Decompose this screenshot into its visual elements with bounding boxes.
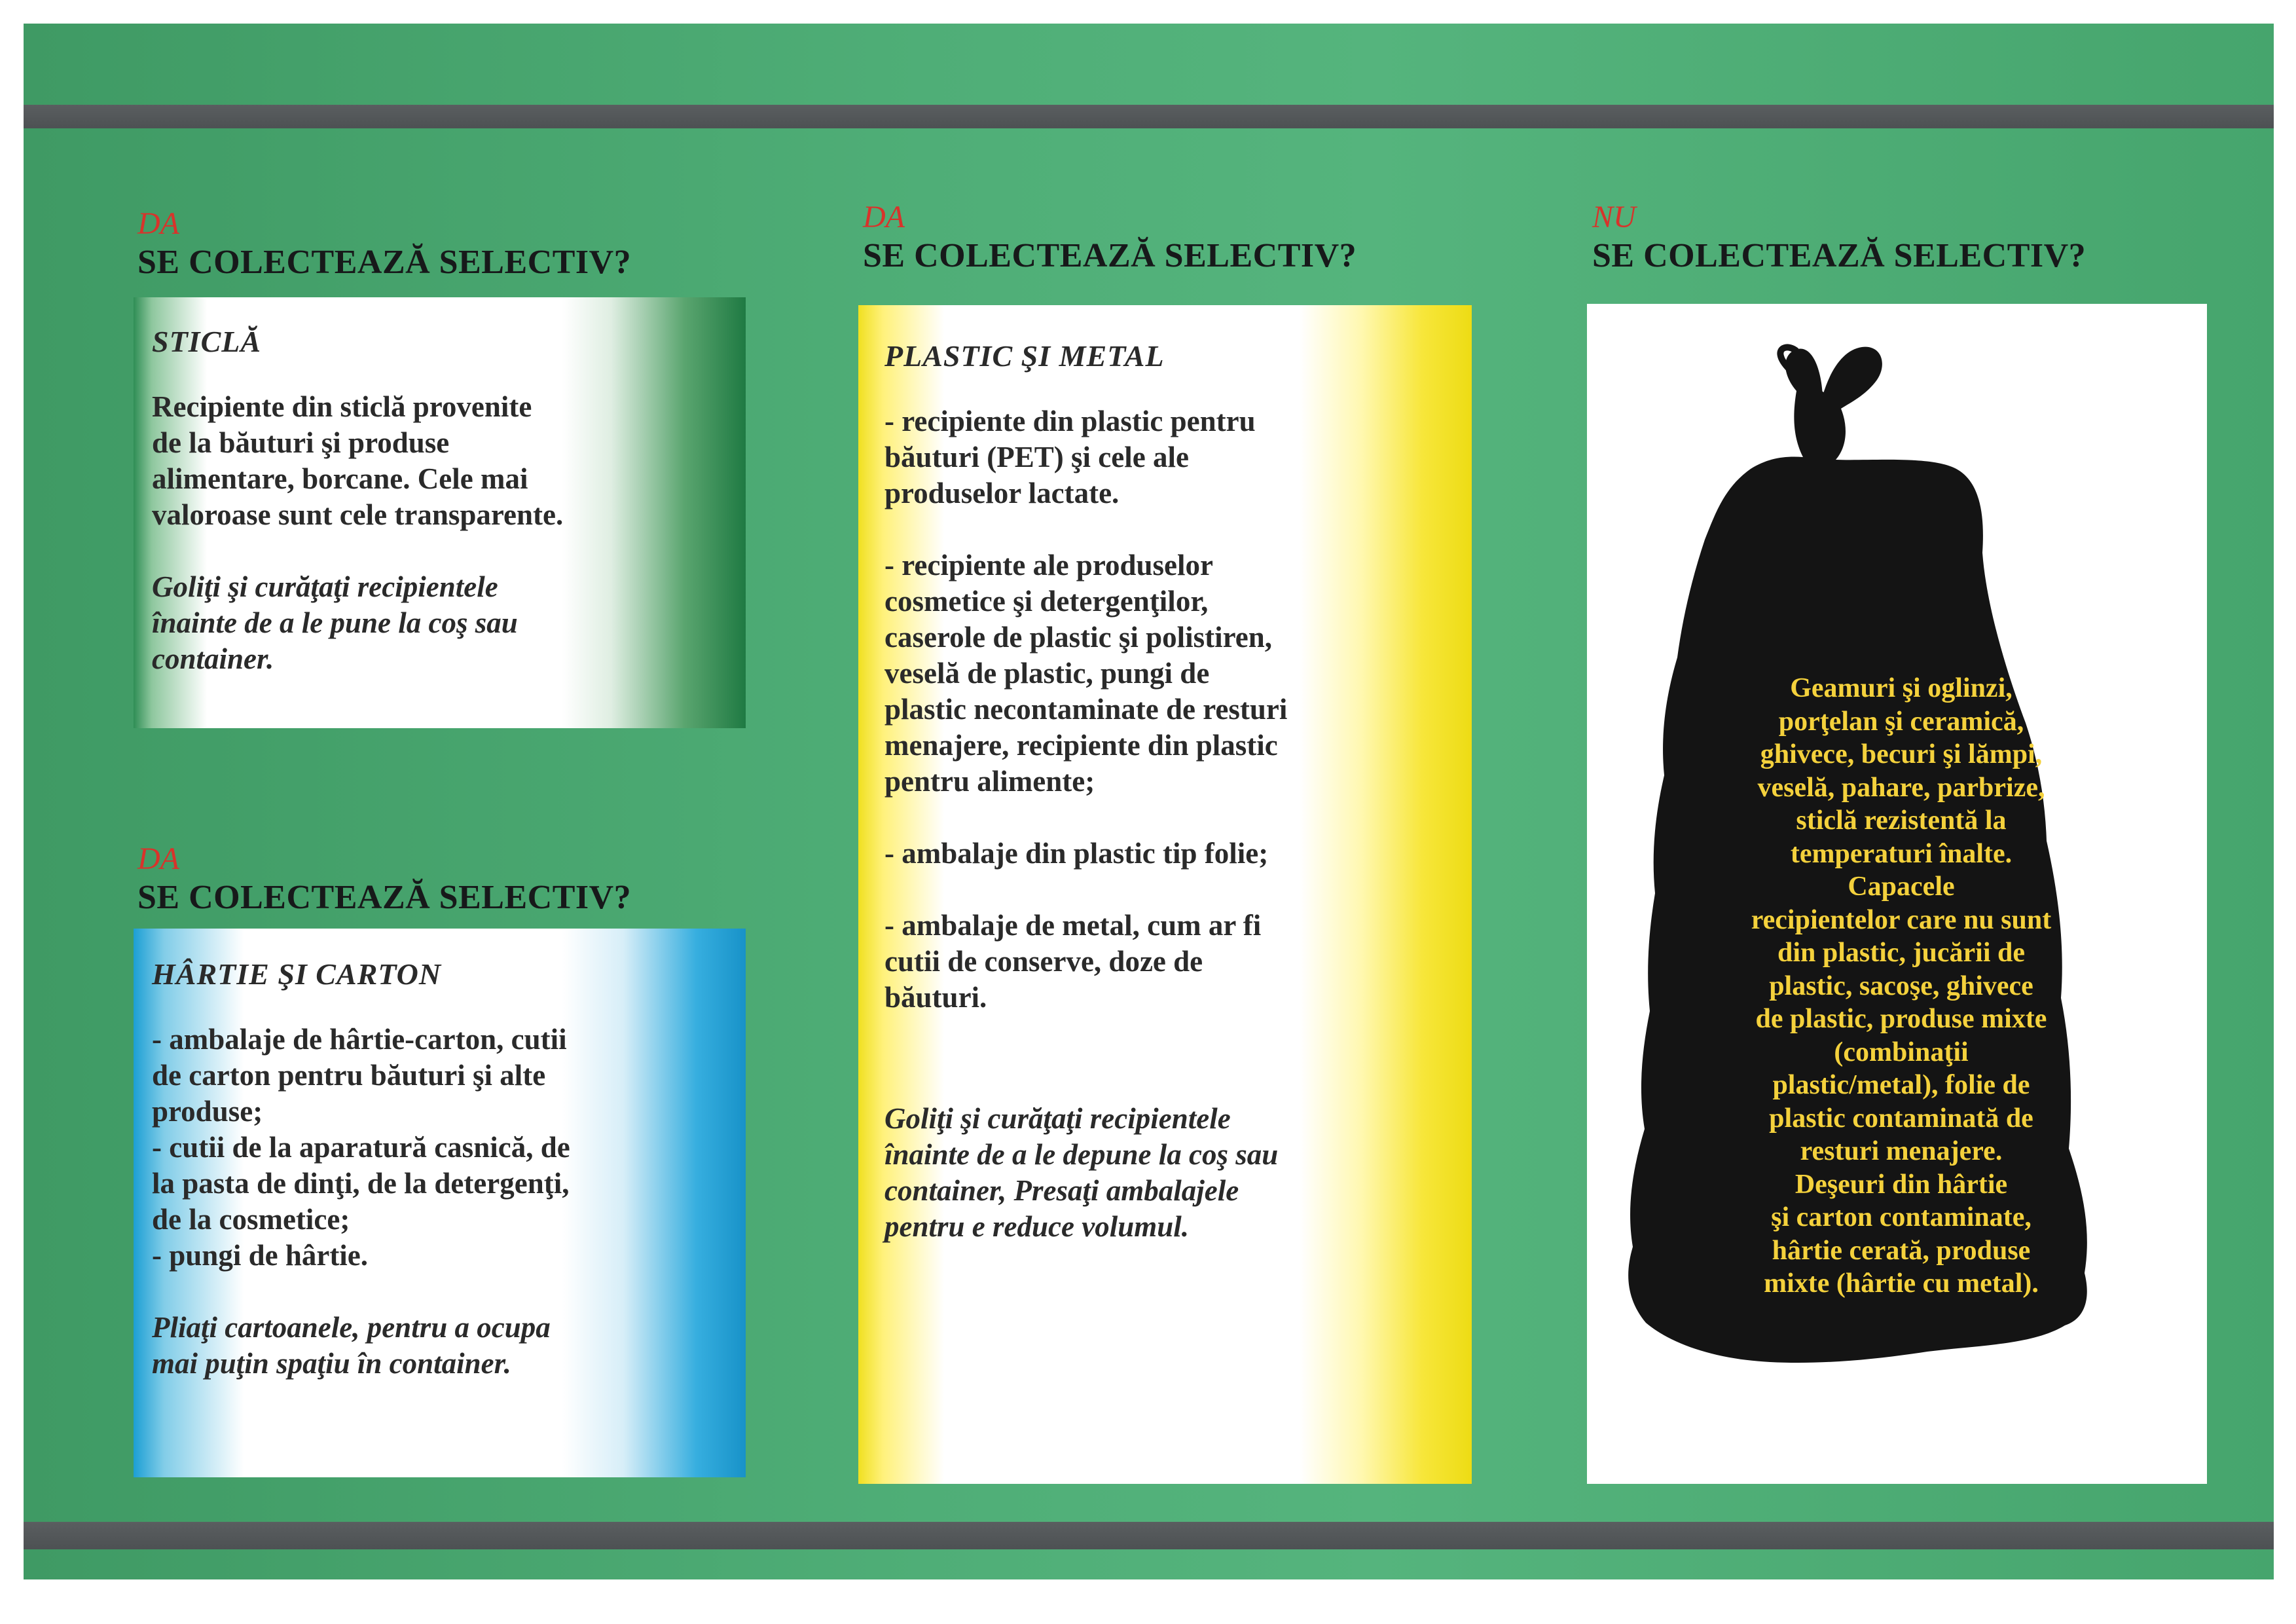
question-label: SE COLECTEAZĂ SELECTIV? [137, 879, 632, 916]
heading-paper [137, 841, 631, 918]
panel-title: STICLĂ [152, 325, 262, 358]
panel-note: Pliaţi cartoanele, pentru a ocupa mai puţin spaţiu în container. [152, 1311, 551, 1380]
heading-glass [137, 206, 631, 283]
question-label: SE COLECTEAZĂ SELECTIV? [137, 244, 632, 281]
panel-item: - ambalaje din plastic tip folie; [884, 837, 1269, 870]
answer-label: DA [137, 206, 179, 241]
heading-not-collected [1592, 199, 2086, 276]
panel-body: - ambalaje de hârtie-carton, cutii de carton pentru băuturi şi alte produse; - cutii de la aparatură casnică, de la pasta de dinţi, de la detergenţi, de la cosmetice; - pungi de hârtie. [152, 1023, 570, 1272]
answer-label: NU [1592, 200, 1636, 234]
not-collected-list: Geamuri şi oglinzi, porţelan şi ceramică, ghivece, becuri şi lămpi, veselă, pahare, parbrize, sticlă rezistentă la temperaturi înalte. Capacele recipientelor care nu sunt din plastic, jucării de plastic, sacoşe, ghivece de plastic, produse mixte (combinaţii plastic/metal), folie de plastic contaminată de resturi menajere. Deşeuri din hârtie şi carton contaminate, hârtie cerată, produse mixte (hârtie cu metal). [1751, 673, 2052, 1299]
answer-label: DA [863, 200, 905, 234]
panel-note: Goliţi şi curăţaţi recipientele înainte de a le pune la coş sau container. [152, 570, 518, 675]
panel-title: HÂRTIE ŞI CARTON [152, 957, 442, 991]
heading-plastic [863, 199, 1357, 276]
panel-body: Recipiente din sticlă provenite de la băuturi şi produse alimentare, borcane. Cele mai valoroase sunt cele transparente. [152, 390, 564, 531]
answer-label: DA [137, 841, 179, 876]
paper-panel [134, 929, 746, 1477]
top-gray-band [24, 105, 2274, 128]
panel-note: Goliţi şi curăţaţi recipientele înainte de a le depune la coş sau container, Presaţi ambalajele pentru e reduce volumul. [884, 1102, 1279, 1243]
panel-item: - recipiente ale produselor cosmetice şi detergenţilor, caserole de plastic şi polistiren, veselă de plastic, pungi de plastic necontaminate de resturi menajere, recipiente din plastic pentru alimente; [884, 549, 1288, 798]
panel-title: PLASTIC ŞI METAL [884, 339, 1165, 373]
brochure-sheet [24, 24, 2274, 1579]
question-label: SE COLECTEAZĂ SELECTIV? [1592, 237, 2086, 274]
plastic-metal-panel [858, 305, 1472, 1484]
question-label: SE COLECTEAZĂ SELECTIV? [863, 237, 1357, 274]
panel-item: - ambalaje de metal, cum ar fi cutii de conserve, doze de băuturi. [884, 909, 1262, 1014]
glass-panel [134, 297, 746, 728]
not-collected-panel [1587, 304, 2207, 1484]
panel-item: - recipiente din plastic pentru băuturi (PET) şi cele ale produselor lactate. [884, 405, 1256, 509]
bottom-gray-band [24, 1522, 2274, 1549]
